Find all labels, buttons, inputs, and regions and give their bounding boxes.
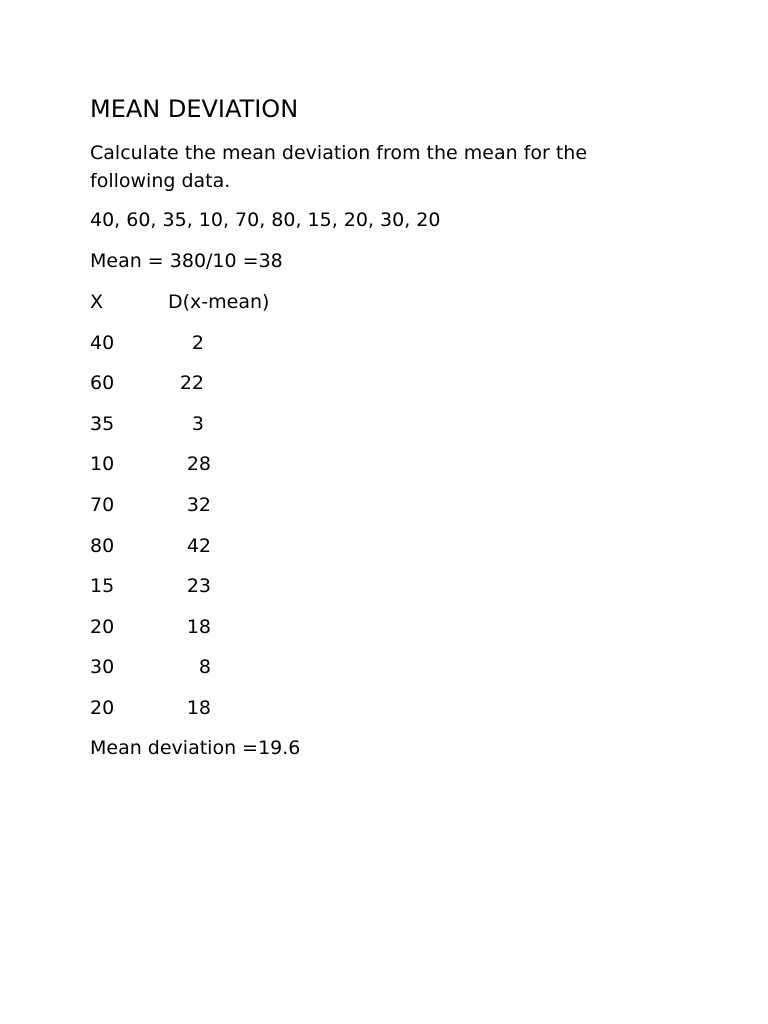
deviation-value: 8: [198, 656, 211, 679]
x-value: 20: [90, 615, 115, 638]
deviation-value: 3: [191, 412, 204, 435]
problem-statement: Calculate the mean deviation from the mean for the following data.: [90, 142, 588, 192]
deviation-value: 22: [179, 372, 204, 395]
deviation-value: 2: [191, 331, 204, 354]
x-value: 80: [90, 534, 115, 557]
column-header-x: X: [90, 291, 104, 313]
column-header-deviation: D(x-mean): [168, 291, 270, 313]
x-value: 15: [90, 575, 115, 598]
mean-deviation-result: Mean deviation =19.6: [90, 737, 301, 759]
x-value: 70: [90, 493, 115, 516]
deviation-value: 28: [186, 453, 211, 476]
x-value: 40: [90, 331, 115, 354]
x-value: 30: [90, 656, 115, 679]
data-values-line: 40, 60, 35, 10, 70, 80, 15, 20, 30, 20: [90, 209, 441, 231]
deviation-value: 42: [186, 534, 211, 557]
x-value: 20: [90, 696, 115, 719]
deviation-value: 23: [186, 575, 211, 598]
x-value: 35: [90, 412, 115, 435]
page-title: MEAN DEVIATION: [90, 95, 299, 123]
x-value: 10: [90, 453, 115, 476]
deviation-value: 18: [186, 696, 211, 719]
mean-calculation-line: Mean = 380/10 =38: [90, 250, 283, 272]
x-value: 60: [90, 372, 115, 395]
deviation-value: 32: [186, 493, 211, 516]
deviation-value: 18: [186, 615, 211, 638]
